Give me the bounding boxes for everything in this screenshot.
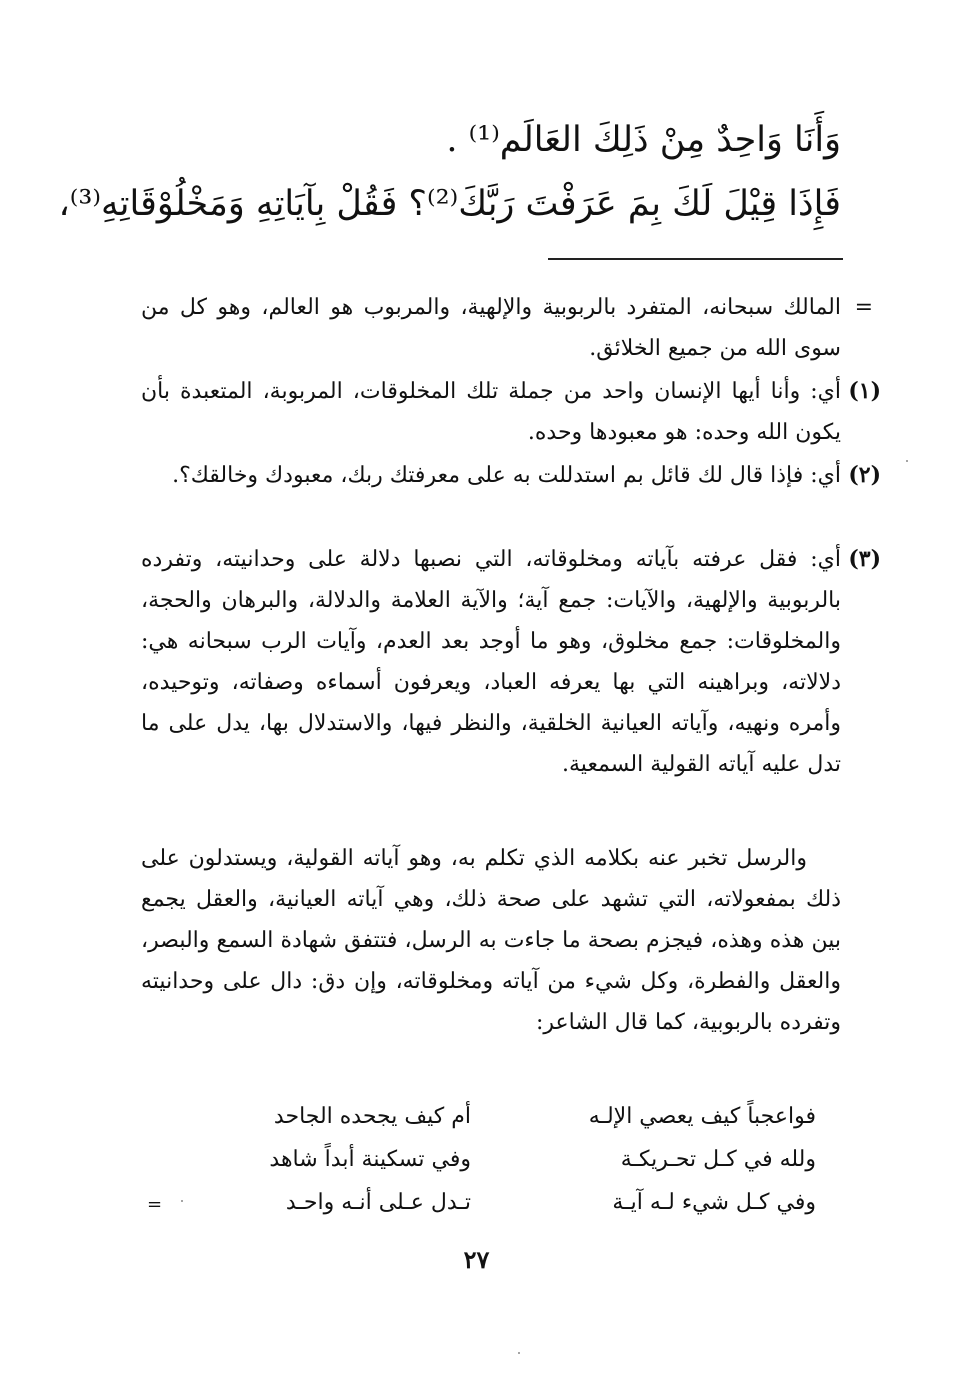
footnote-3 [141, 539, 881, 829]
verse-first-hemistich: فواعجباً كيف يعصي الإلـه [588, 1104, 816, 1129]
footnote-text: أي: فقل عرفته بآياته ومخلوقاته، التي نصبها دلالة على وحدانيته، وتفرده بالربوبية والإلهية، والآيات: جمع آية؛ والآية العلامة والدلالة، والبرهان والحجة، والمخلوقات: جمع مخلوق، وهو ما أوجد بعد العدم، وآيات الرب سبحانه هي: دلالاته، وبراهينه التي بها يعرفه العباد، ويعرفون أسماءه وصفاته، وتوحيده، وأمره ونهيه، وآياته العيانية الخلقية، والنظر فيها، والاستدلال بها، يدل على ما تدل عليه آياته القولية السمعية. [141, 547, 841, 777]
footnote-text: أي: فإذا قال لك قائل بم استدللت به على معرفتك ربك، معبودك وخالقك؟. [172, 463, 841, 488]
footnote-paragraph: والرسل تخبر عنه بكلامه الذي تكلم به، وهو آياته القولية، ويستدلون على ذلك بمفعولاته، التي تشهد على صحة ذلك، وهي آياته العيانية، والعقل يجمع بين هذه وهذه، فيجزم بصحة ما جاءت به الرسل، فتتفق شهادة السمع والبصر، والعقل والفطرة، وكل شيء من آياته ومخلوقاته، وإن دق: دال على وحدانيته وتفرده بالربوبية، كما قال الشاعر: [141, 846, 841, 1035]
verse-second-hemistich: وفي تسكينة أبداً شاهد [269, 1147, 471, 1172]
footnote-number: (٣) [848, 546, 881, 572]
scan-speck [181, 1200, 183, 1202]
footnote-1 [141, 371, 881, 453]
scan-speck [906, 460, 908, 462]
footnote-number: (٢) [848, 462, 881, 488]
footnote-2 [141, 455, 881, 537]
verse-first-hemistich: وفي كـل شيء لـه آيـة [612, 1190, 816, 1215]
main-text-line-2: فَإِذَا قِيْلَ لَكَ بِمَ عَرَفْتَ رَبَّكَ⁽²⁾؟ فَقُلْ بِآيَاتِهِ وَمَخْلُوْقَاتِهِ⁽³⁾، [58, 184, 841, 224]
page-number: ٢٧ [463, 1245, 490, 1274]
scan-speck [518, 1352, 520, 1354]
verse-first-hemistich: ولله في كـل تحـريكـة [620, 1147, 816, 1172]
verse-second-hemistich: تـدل عـلى أنـه واحـد [285, 1190, 471, 1215]
footnote-separator-rule [548, 258, 843, 260]
footnote-number: (١) [848, 378, 881, 404]
footnote-continuation [141, 287, 873, 369]
continuation-end-mark: = [147, 1194, 163, 1215]
footnote-text: أي: وأنا أيها الإنسان واحد من جملة تلك المخلوقات، المربوبة، المتعبدة بأن يكون الله وحده: هو معبودها وحده. [141, 379, 841, 445]
continuation-mark: = [854, 295, 873, 320]
footnote-continuation-text: المالك سبحانه، المتفرد بالربوبية والإلهية، والمربوب هو العالم، وهو كل من سوى الله من جميع الخلائق. [141, 295, 841, 361]
verse-second-hemistich: أم كيف يجحده الجاحد [273, 1104, 471, 1129]
main-text-line-1: وَأَنَا وَاحِدٌ مِنْ ذَلِكَ العَالَم⁽¹⁾ . [446, 120, 841, 160]
poem-verse [136, 1097, 816, 1137]
poem-verse [136, 1140, 816, 1180]
poem-verse [136, 1183, 816, 1223]
